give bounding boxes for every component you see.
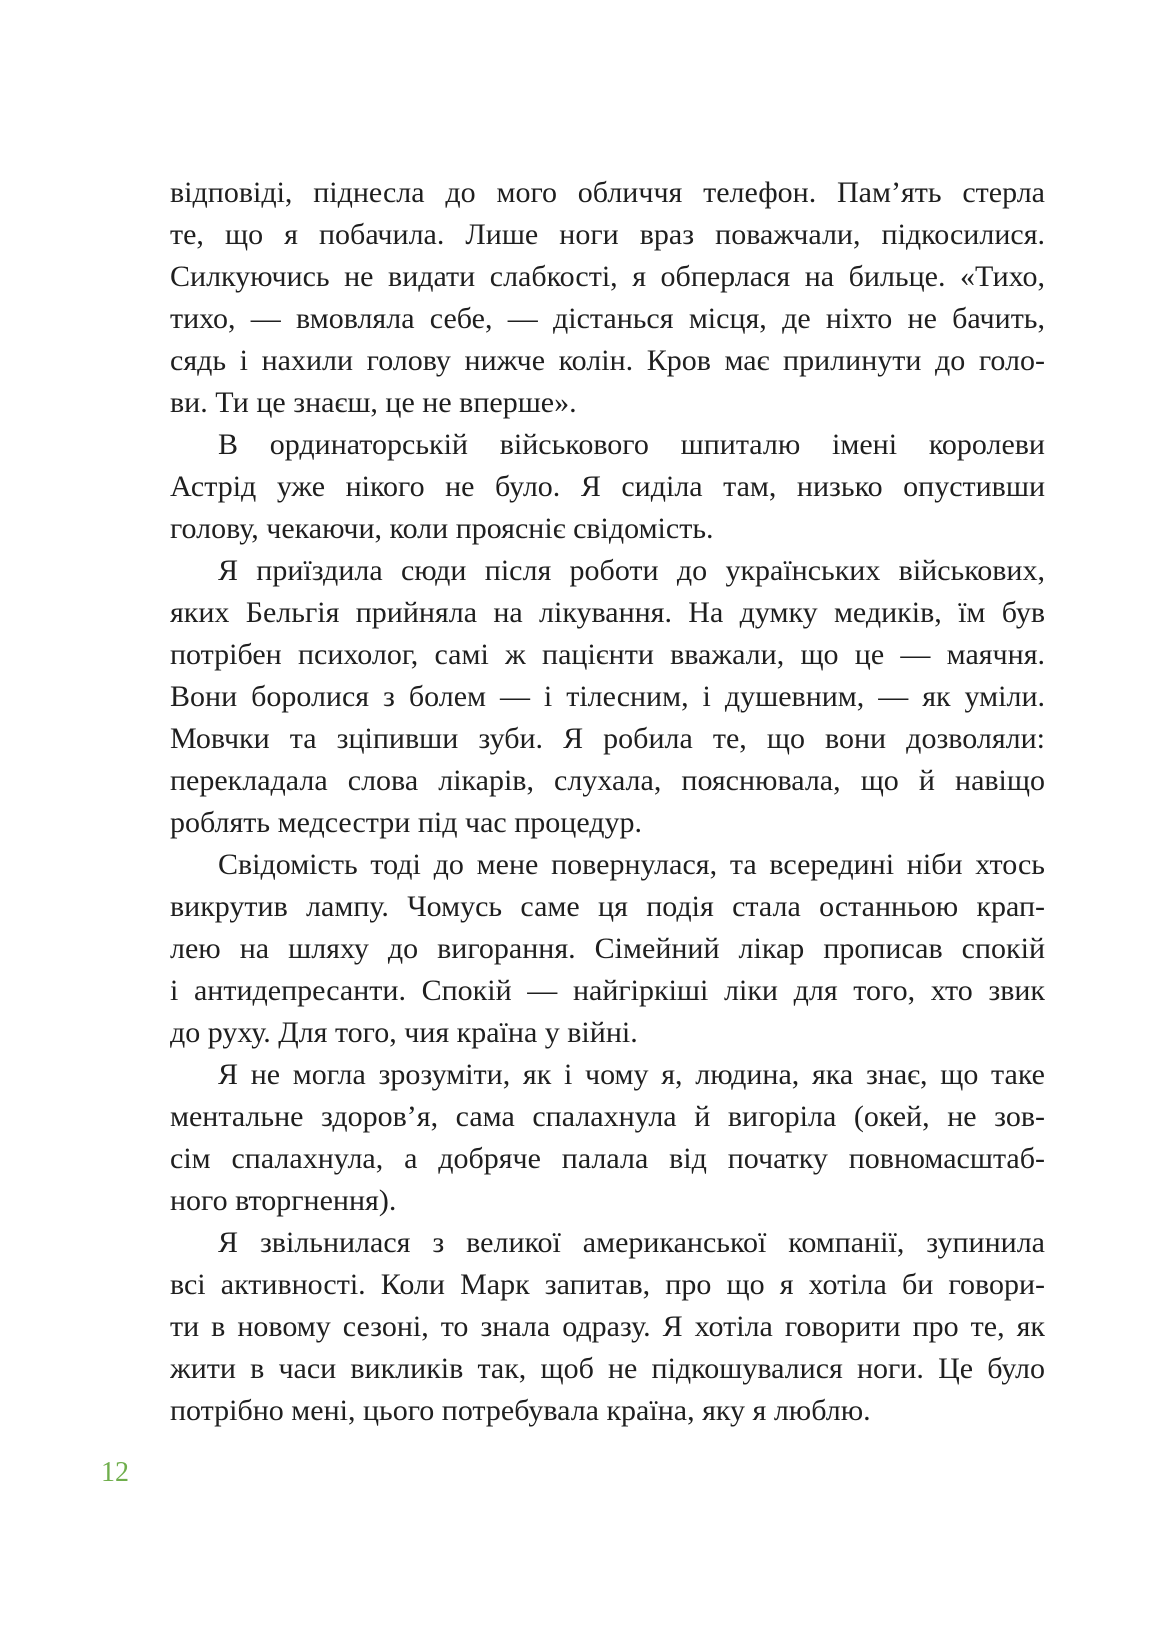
text-line: яких Бельгія прийняла на лікування. На думку медиків, їм був — [170, 596, 1045, 629]
text-line: жити в часи викликів так, щоб не підкошувалися ноги. Це було — [170, 1352, 1045, 1385]
text-line: Мовчки та зціпивши зуби. Я робила те, що вони дозволяли: — [170, 722, 1045, 755]
text-line: всі активності. Коли Марк запитав, про що я хотіла би говори- — [170, 1268, 1045, 1301]
text-line: Свідомість тоді до мене повернулася, та всередині ніби хтось — [218, 848, 1045, 881]
text-line: перекладала слова лікарів, слухала, пояснювала, що й навіщо — [170, 764, 1045, 797]
paragraph — [170, 844, 1045, 1054]
text-line: відповіді, піднесла до мого обличчя телефон. Пам’ять стерла — [170, 176, 1045, 209]
paragraph — [170, 1222, 1045, 1432]
page-number: 12 — [101, 1457, 129, 1488]
paragraph — [170, 1054, 1045, 1222]
text-line: Я звільнилася з великої американської компанії, зупинила — [218, 1226, 1045, 1259]
paragraph — [170, 550, 1045, 844]
text-line: тихо, — вмовляла себе, — дістанься місця, де ніхто не бачить, — [170, 302, 1045, 335]
text-line: Вони боролися з болем — і тілесним, і душевним, — як уміли. — [170, 680, 1045, 713]
text-line: ви. Ти це знаєш, це не вперше». — [170, 386, 577, 419]
text-line: і антидепресанти. Спокій — найгіркіші ліки для того, хто звик — [170, 974, 1045, 1007]
text-line: ного вторгнення). — [170, 1184, 397, 1217]
text-line: В ординаторській військового шпиталю імені королеви — [218, 428, 1045, 461]
text-line: викрутив лампу. Чомусь саме ця подія стала останньою крап- — [170, 890, 1045, 923]
text-line: до руху. Для того, чия країна у війні. — [170, 1016, 638, 1049]
text-line: потрібен психолог, самі ж пацієнти вважали, що це — маячня. — [170, 638, 1045, 671]
text-line: потрібно мені, цього потребувала країна, яку я люблю. — [170, 1394, 871, 1427]
text-line: Астрід уже нікого не було. Я сиділа там, низько опустивши — [170, 470, 1045, 503]
text-line: роблять медсестри під час процедур. — [170, 806, 643, 839]
text-line: лею на шляху до вигорання. Сімейний лікар прописав спокій — [170, 932, 1045, 965]
text-line: ментальне здоров’я, сама спалахнула й вигоріла (окей, не зов- — [170, 1100, 1045, 1133]
text-line: голову, чекаючи, коли проясніє свідомість. — [170, 512, 714, 545]
text-line: сім спалахнула, а добряче палала від початку повномасштаб- — [170, 1142, 1045, 1175]
text-line: Я не могла зрозуміти, як і чому я, людина, яка знає, що таке — [218, 1058, 1045, 1091]
text-line: те, що я побачила. Лише ноги враз поважчали, підкосилися. — [170, 218, 1045, 251]
text-block — [170, 172, 1045, 1432]
paragraph — [170, 424, 1045, 550]
paragraph — [170, 172, 1045, 424]
text-line: Я приїздила сюди після роботи до українських військових, — [218, 554, 1045, 587]
text-line: Силкуючись не видати слабкості, я обперлася на бильце. «Тихо, — [170, 260, 1045, 293]
text-line: сядь і нахили голову нижче колін. Кров має прилинути до голо- — [170, 344, 1045, 377]
text-line: ти в новому сезоні, то знала одразу. Я хотіла говорити про те, як — [170, 1310, 1045, 1343]
